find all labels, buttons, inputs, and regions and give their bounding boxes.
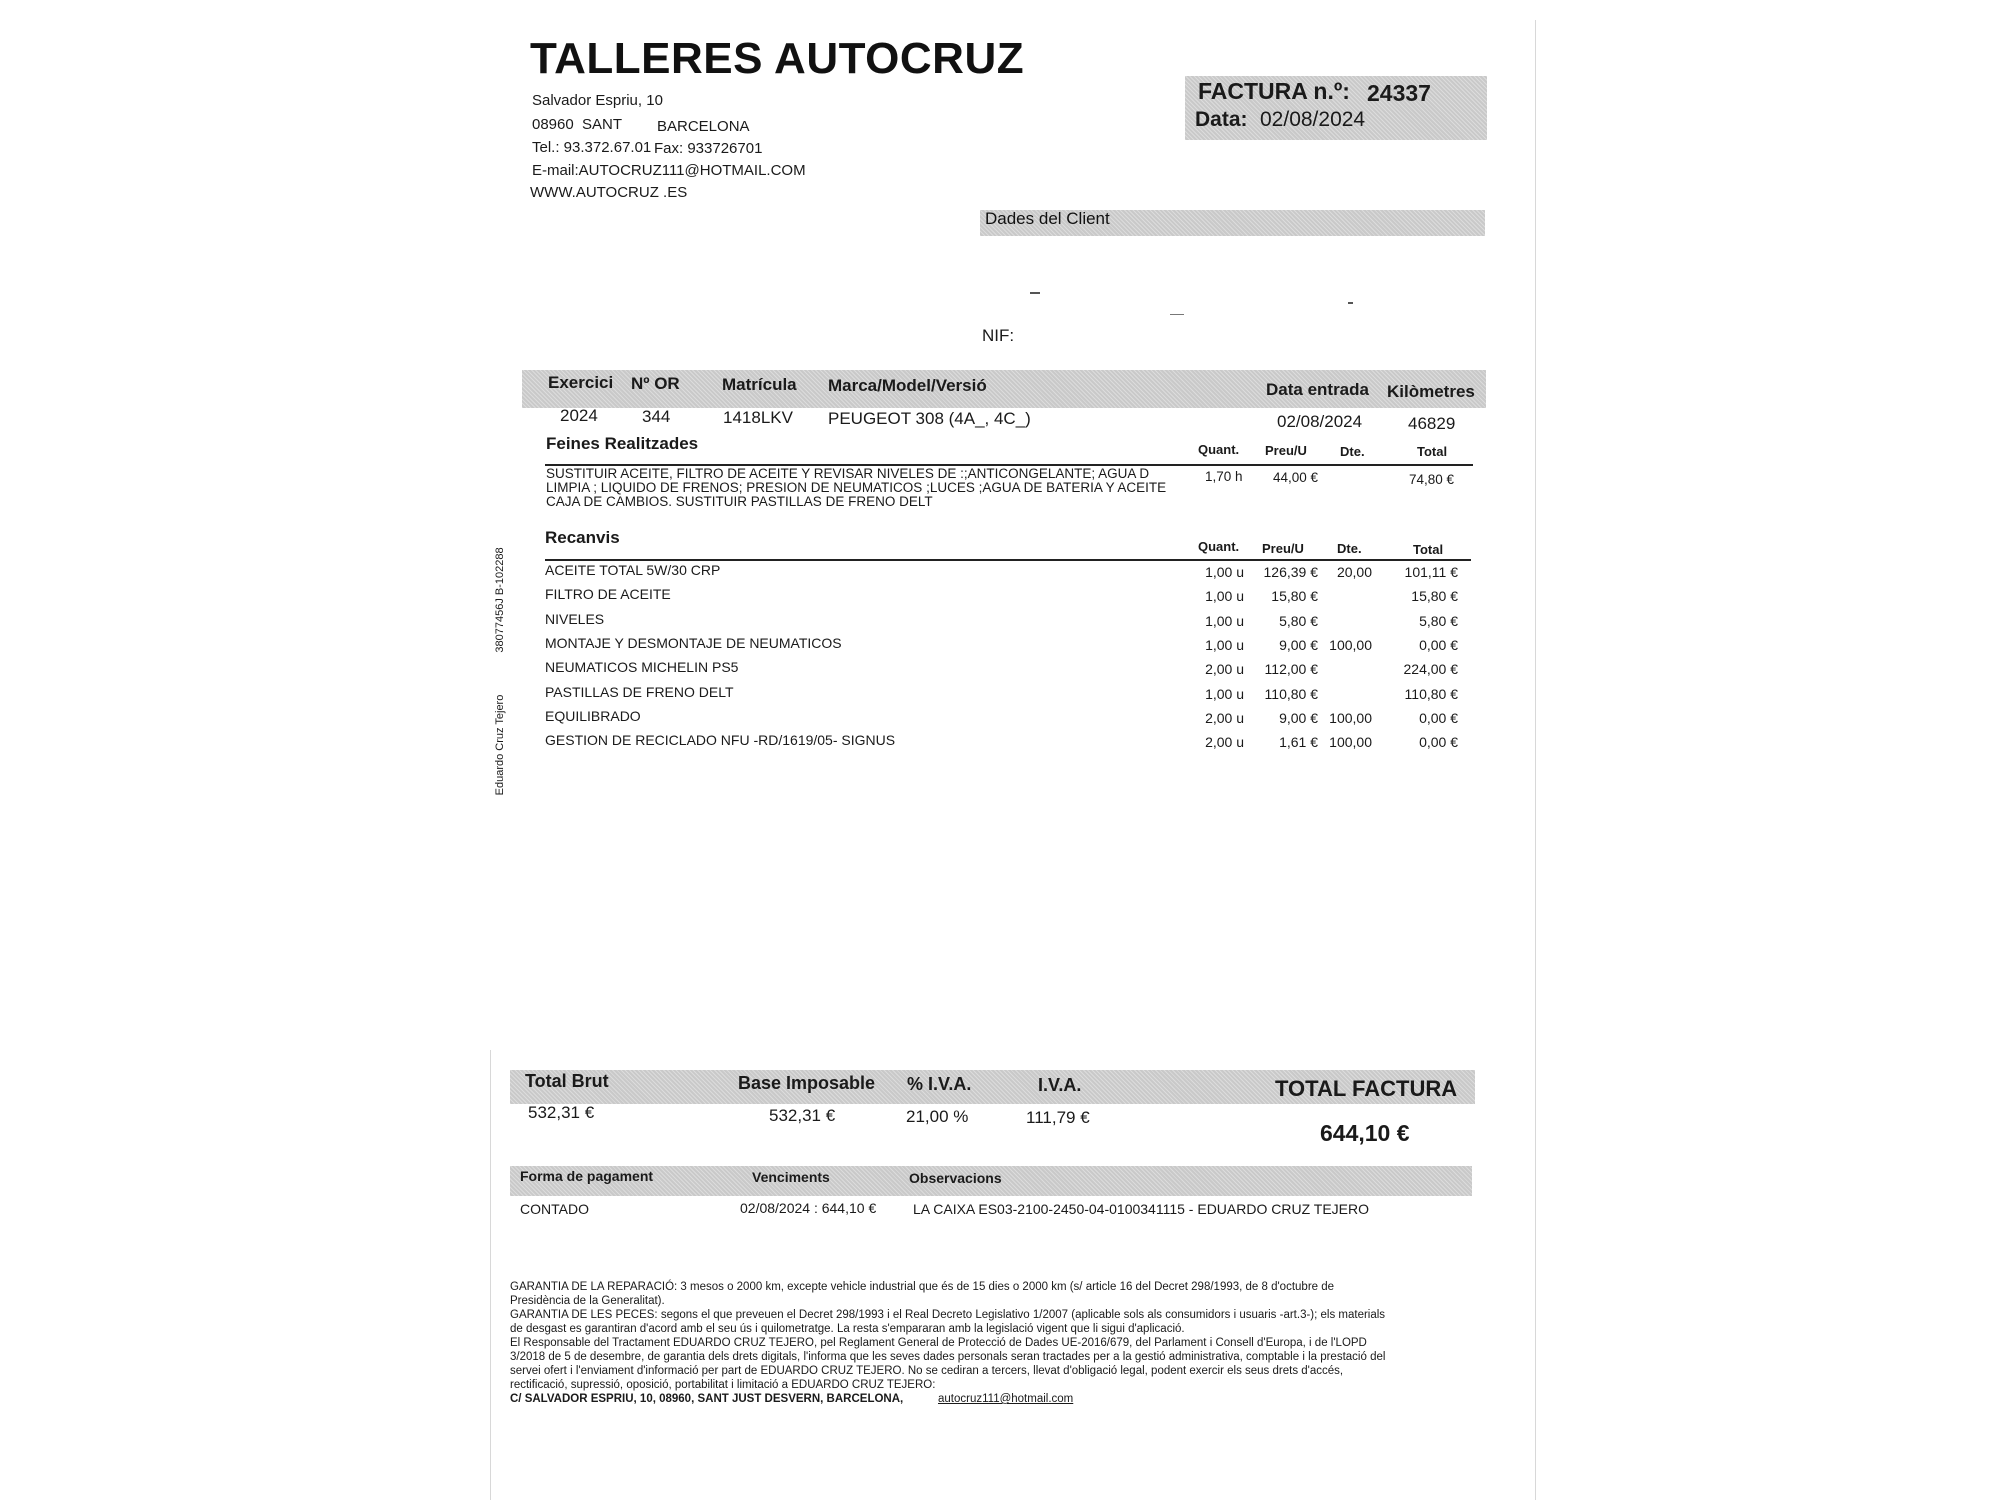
- scan-mark: [1170, 314, 1184, 315]
- scan-edge-line: [1535, 20, 1536, 1500]
- parts-cell-preu: 1,61 €: [1279, 734, 1318, 751]
- parts-cell-desc: NIVELES: [545, 610, 605, 627]
- totals-base-label: Base Imposable: [738, 1073, 876, 1093]
- legal-line-4: de desgast es garantiran d'acord amb el seu ús i quilometratge. La resta s'empararan amb la legislació vigent que li sigui d'aplicació.: [510, 1323, 1185, 1335]
- parts-cell-desc: FILTRO DE ACEITE: [545, 586, 671, 603]
- legal-line-9: C/ SALVADOR ESPRIU, 10, 08960, SANT JUST DESVERN, BARCELONA,: [510, 1393, 904, 1405]
- col-marca: Marca/Model/Versió: [828, 376, 987, 395]
- legal-line-1: GARANTIA DE LA REPARACIÓ: 3 mesos o 2000 km, excepte vehicle industrial que és de 15 dies o 2000 km (s/ article 16 del Decret 298/1993, de 8 d'octubre de: [510, 1281, 1335, 1293]
- parts-cell-quant: 1,00 u: [1205, 588, 1244, 605]
- parts-cell-preu: 9,00 €: [1279, 636, 1318, 653]
- legal-line-5: El Responsable del Tractament EDUARDO CRUZ TEJERO, pel Reglament General de Protecció de Dades UE-2016/679, del Parlament i Consell d'Europa, i de l'LOPD: [510, 1337, 1367, 1349]
- totals-iva-label: I.V.A.: [1038, 1075, 1082, 1095]
- col-matricula: Matrícula: [722, 375, 797, 394]
- parts-divider: [545, 559, 1471, 561]
- parts-cell-total: 110,80 €: [1404, 685, 1458, 702]
- totals-brut: 532,31 €: [528, 1103, 595, 1122]
- company-fax: Fax: 933726701: [654, 140, 763, 157]
- company-address: Salvador Espriu, 10: [532, 92, 663, 109]
- parts-cell-preu: 110,80 €: [1264, 685, 1318, 702]
- invoice-date: 02/08/2024: [1260, 108, 1366, 131]
- side-owner: Eduardo Cruz Tejero: [494, 694, 506, 796]
- parts-cell-preu: 15,80 €: [1271, 588, 1318, 605]
- parts-cell-dte: 100,00: [1329, 709, 1372, 726]
- totals-brut-label: Total Brut: [525, 1071, 609, 1091]
- totals-pct: 21,00 %: [906, 1107, 969, 1126]
- legal-line-8: rectificació, supressió, oposició, portabilitat i limitació a EDUARDO CRUZ TEJERO:: [510, 1379, 936, 1391]
- parts-cell-desc: MONTAJE Y DESMONTAJE DE NEUMATICOS: [545, 634, 842, 651]
- scan-mark: [1348, 302, 1353, 304]
- parts-cell-dte: 100,00: [1329, 734, 1372, 751]
- company-postal: 08960: [532, 116, 574, 133]
- vehicle-kilometres: 46829: [1408, 414, 1456, 433]
- parts-cell-quant: 2,00 u: [1205, 661, 1244, 678]
- parts-cell-desc: GESTION DE RECICLADO NFU -RD/1619/05- SIGNUS: [545, 732, 896, 749]
- company-city: BARCELONA: [657, 118, 750, 135]
- totals-pct-label: % I.V.A.: [907, 1074, 972, 1094]
- payment-venc-label: Venciments: [752, 1169, 830, 1185]
- totals-total: 644,10 €: [1320, 1120, 1410, 1146]
- works-title: Feines Realitzades: [546, 434, 699, 453]
- side-tax-ids: 38077456J B-102288: [494, 547, 506, 653]
- payment-obs-label: Observacions: [909, 1170, 1002, 1186]
- parts-cell-preu: 112,00 €: [1264, 661, 1318, 678]
- parts-cell-dte: 100,00: [1329, 636, 1372, 653]
- parts-cell-total: 0,00 €: [1419, 734, 1458, 751]
- company-name: TALLERES AUTOCRUZ: [530, 34, 1025, 83]
- parts-cell-total: 0,00 €: [1419, 709, 1458, 726]
- works-desc-line2: LIMPIA ; LIQUIDO DE FRENOS; PRESION DE NEUMATICOS ;LUCES ;AGUA DE BATERIA Y ACEITE: [546, 480, 1167, 495]
- col-data-entrada: Data entrada: [1266, 380, 1369, 399]
- works-col-quant: Quant.: [1198, 442, 1240, 457]
- payment-venc: 02/08/2024 : 644,10 €: [740, 1200, 877, 1216]
- works-quant: 1,70 h: [1205, 469, 1243, 484]
- parts-cell-quant: 1,00 u: [1205, 612, 1244, 629]
- company-town: SANT: [582, 116, 623, 133]
- payment-obs: LA CAIXA ES03-2100-2450-04-0100341115 - EDUARDO CRUZ TEJERO: [913, 1201, 1369, 1217]
- nif-label: NIF:: [982, 326, 1015, 345]
- parts-cell-total: 224,00 €: [1403, 661, 1458, 678]
- legal-line-7: servei ofert i l'enviament d'informació per part de EDUARDO CRUZ TEJERO. No se cediran a tercers, llevat d'obligació legal, podent exercir els seus drets d'accés,: [510, 1365, 1344, 1377]
- parts-cell-quant: 2,00 u: [1205, 709, 1244, 726]
- totals-total-label: TOTAL FACTURA: [1275, 1076, 1458, 1101]
- works-col-dte: Dte.: [1340, 444, 1365, 459]
- payment-forma: CONTADO: [520, 1201, 589, 1217]
- invoice-number-label: FACTURA n.º:: [1198, 78, 1350, 104]
- company-email: E-mail:AUTOCRUZ111@HOTMAIL.COM: [532, 162, 806, 179]
- invoice-number: 24337: [1367, 80, 1431, 106]
- works-col-preu: Preu/U: [1265, 443, 1307, 458]
- parts-cell-preu: 9,00 €: [1279, 709, 1318, 726]
- parts-cell-quant: 1,00 u: [1205, 564, 1244, 580]
- invoice-date-label: Data:: [1195, 108, 1248, 131]
- vehicle-marca: PEUGEOT 308 (4A_, 4C_): [828, 409, 1031, 428]
- parts-col-total: Total: [1413, 542, 1444, 557]
- parts-cell-desc: ACEITE TOTAL 5W/30 CRP: [545, 562, 721, 578]
- parts-cell-total: 101,11 €: [1404, 564, 1458, 580]
- parts-cell-desc: NEUMATICOS MICHELIN PS5: [545, 659, 739, 676]
- works-preu: 44,00 €: [1273, 470, 1319, 485]
- works-desc-line1: SUSTITUIR ACEITE, FILTRO DE ACEITE Y REVISAR NIVELES DE :;ANTICONGELANTE; AGUA D: [546, 466, 1150, 481]
- parts-title: Recanvis: [545, 528, 620, 547]
- parts-cell-quant: 1,00 u: [1205, 636, 1244, 653]
- parts-cell-quant: 2,00 u: [1205, 734, 1244, 751]
- parts-cell-total: 0,00 €: [1419, 636, 1458, 653]
- vehicle-exercici: 2024: [560, 406, 598, 425]
- parts-cell-preu: 5,80 €: [1279, 612, 1318, 629]
- parts-cell-quant: 1,00 u: [1205, 685, 1244, 702]
- works-desc-line3: CAJA DE CAMBIOS. SUSTITUIR PASTILLAS DE FRENO DELT: [546, 494, 933, 509]
- vehicle-nor: 344: [642, 407, 671, 426]
- totals-iva: 111,79 €: [1026, 1108, 1090, 1127]
- company-web: WWW.AUTOCRUZ .ES: [530, 184, 688, 201]
- legal-email-link[interactable]: autocruz111@hotmail.com: [938, 1393, 1074, 1405]
- col-exercici: Exercici: [548, 373, 614, 392]
- col-nor: Nº OR: [631, 374, 680, 393]
- client-title: Dades del Client: [985, 209, 1110, 228]
- scan-edge-line: [490, 1050, 491, 1500]
- company-phone: Tel.: 93.372.67.01: [532, 139, 652, 156]
- col-kilometres: Kilòmetres: [1387, 382, 1475, 401]
- payment-forma-label: Forma de pagament: [520, 1168, 654, 1184]
- parts-cell-preu: 126,39 €: [1263, 564, 1318, 580]
- vehicle-data-entrada: 02/08/2024: [1277, 412, 1363, 431]
- works-col-total: Total: [1417, 444, 1448, 459]
- parts-col-dte: Dte.: [1337, 541, 1362, 556]
- totals-base: 532,31 €: [769, 1106, 836, 1125]
- parts-col-preu: Preu/U: [1262, 541, 1304, 556]
- vehicle-matricula: 1418LKV: [723, 408, 793, 427]
- works-total: 74,80 €: [1409, 472, 1455, 487]
- parts-cell-desc: PASTILLAS DE FRENO DELT: [545, 683, 734, 700]
- parts-cell-desc: EQUILIBRADO: [545, 707, 641, 724]
- parts-cell-total: 5,80 €: [1419, 612, 1458, 629]
- legal-line-2: Presidència de la Generalitat).: [510, 1295, 665, 1307]
- parts-cell-total: 15,80 €: [1411, 588, 1458, 605]
- scan-mark: [1030, 292, 1040, 294]
- legal-line-6: 3/2018 de 5 de desembre, de garantia dels drets digitals, l'informa que les seves dades personals seran tractades per a la gestió administrativa, comptable i la prestació del: [510, 1351, 1386, 1363]
- legal-line-3: GARANTIA DE LES PECES: segons el que preveuen el Decret 298/1993 i el Real Decreto Legislativo 1/2007 (aplicable sols als consumidors i usuaris -art.3-); els materials: [510, 1309, 1386, 1321]
- parts-col-quant: Quant.: [1198, 539, 1240, 554]
- parts-cell-dte: 20,00: [1336, 564, 1372, 580]
